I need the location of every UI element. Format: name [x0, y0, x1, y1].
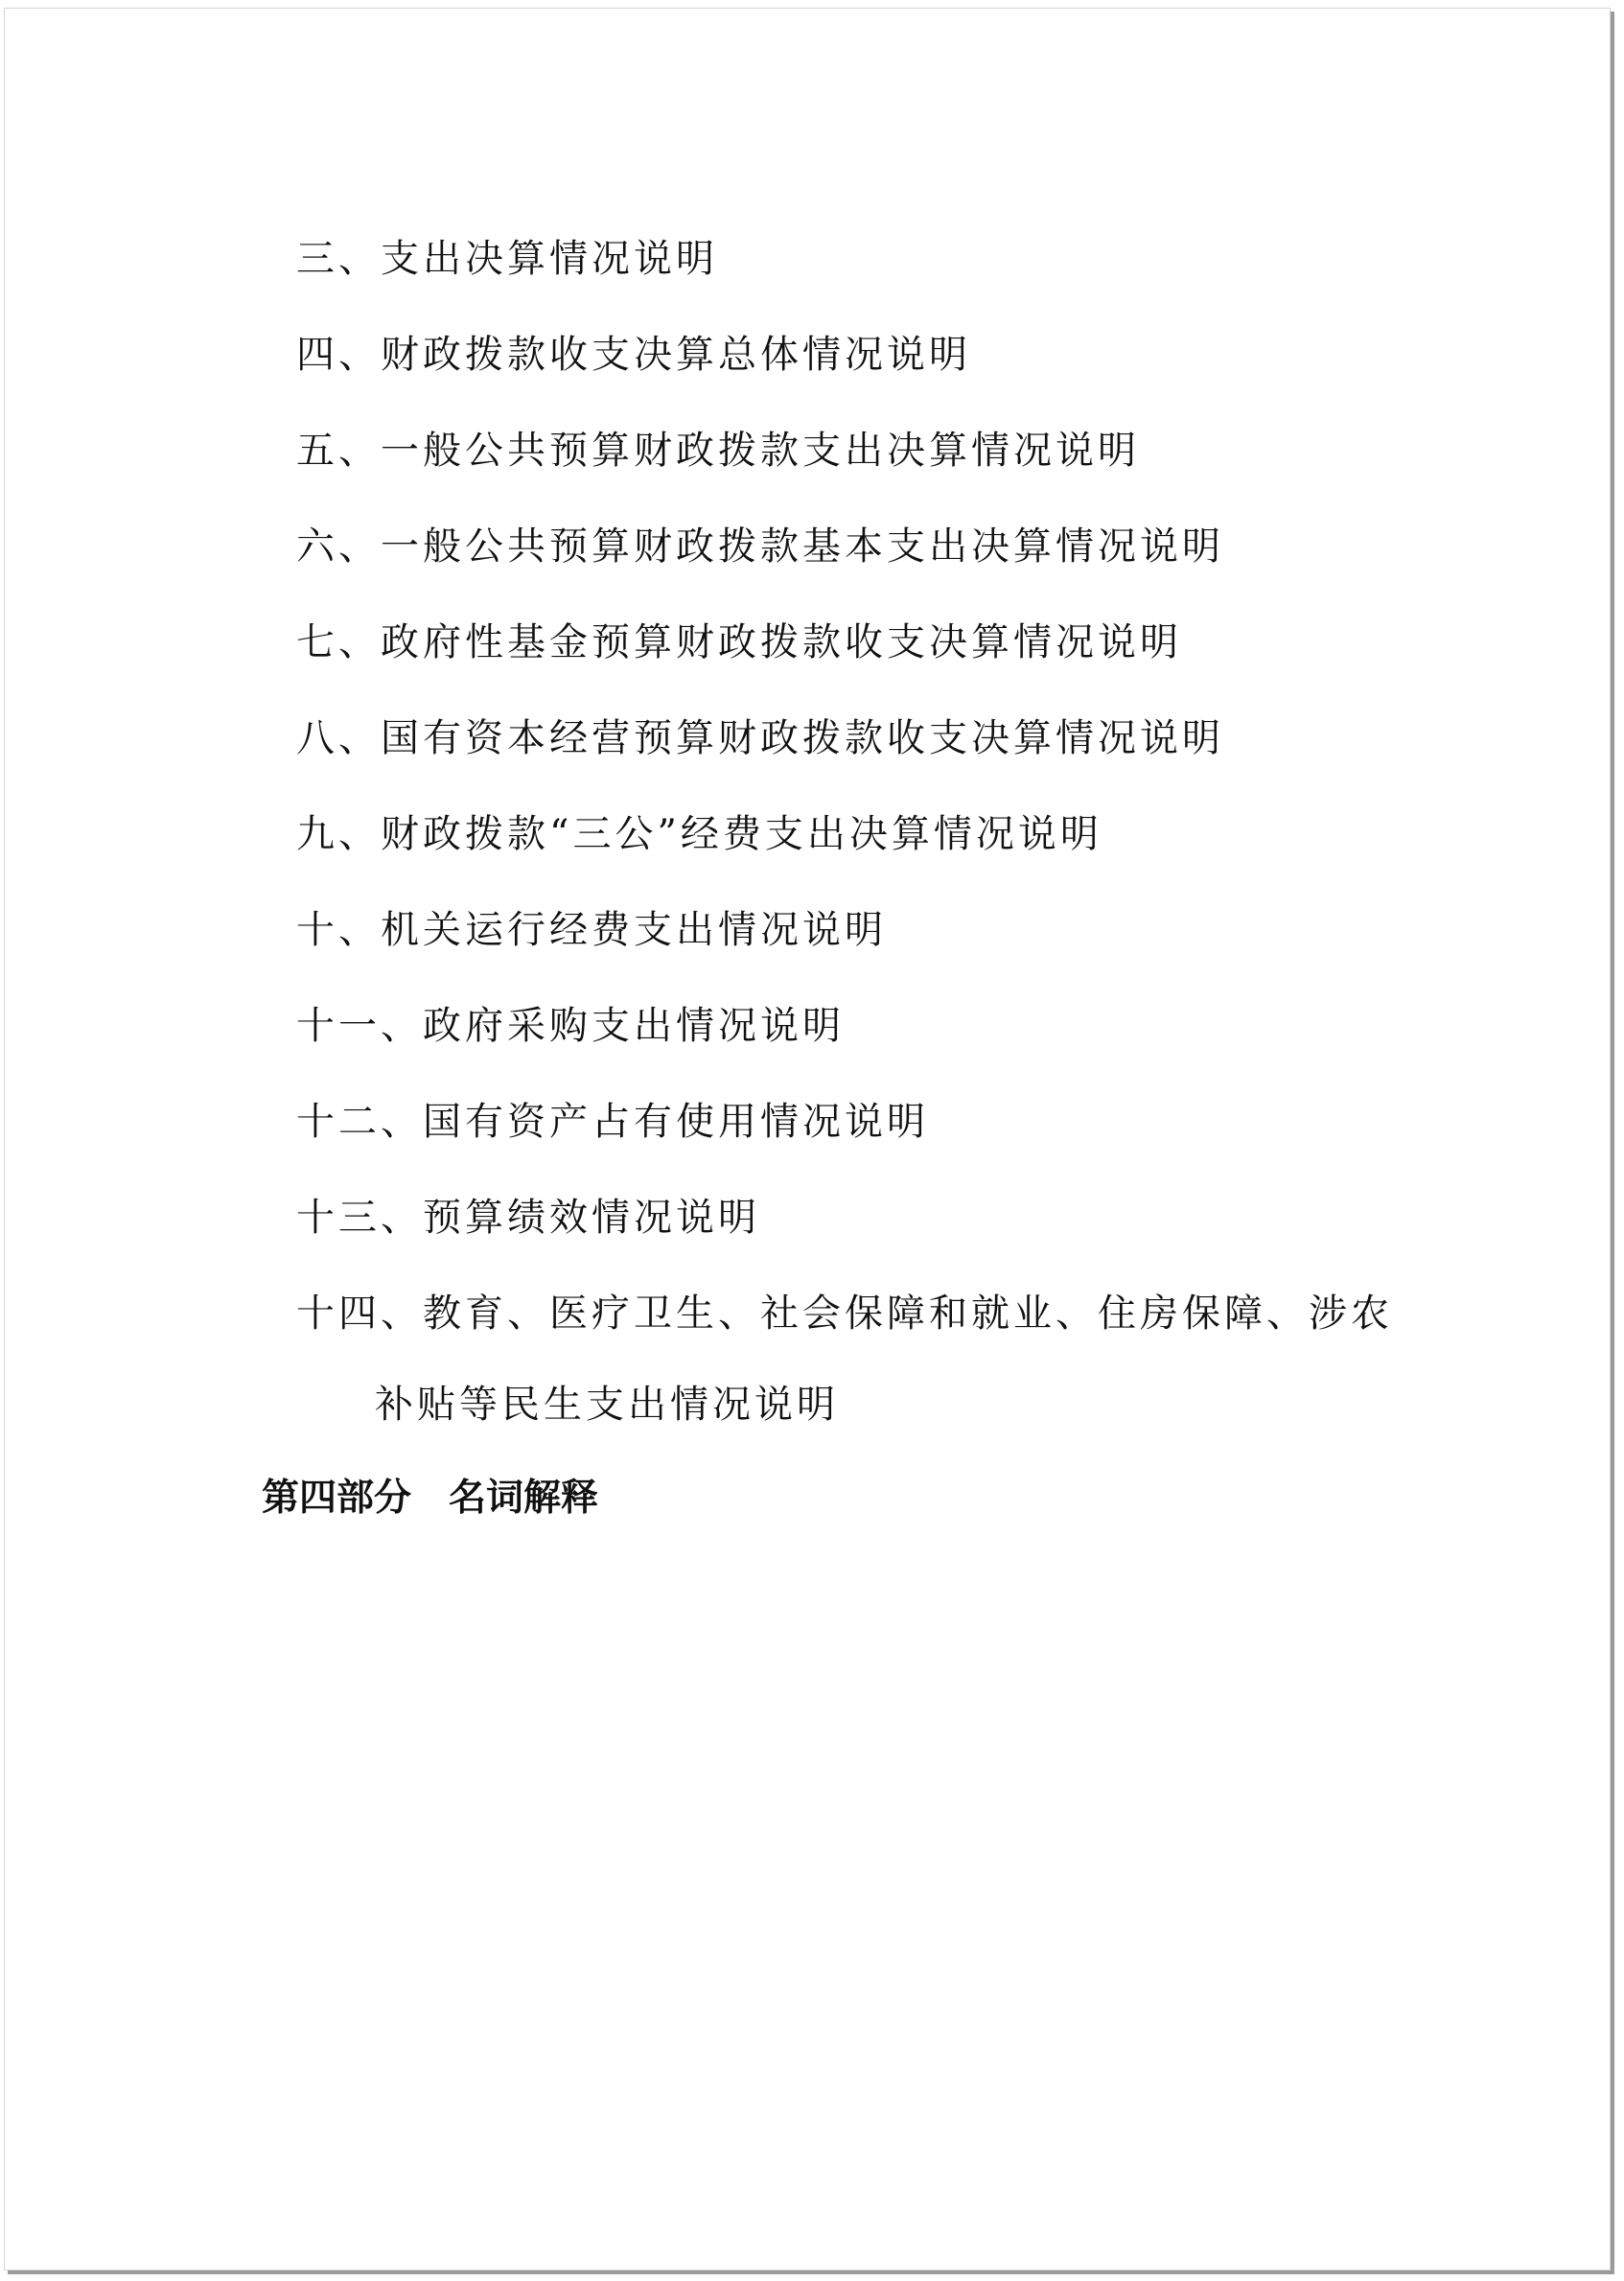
toc-item: 七、政府性基金预算财政拨款收支决算情况说明 — [296, 620, 1182, 664]
toc-item: 十四、教育、医疗卫生、社会保障和就业、住房保障、涉农 — [296, 1292, 1393, 1336]
toc-item: 十二、国有资产占有使用情况说明 — [296, 1100, 929, 1144]
toc-item: 十三、预算绩效情况说明 — [296, 1196, 760, 1240]
toc-item: 十一、政府采购支出情况说明 — [296, 1004, 845, 1048]
toc-item: 六、一般公共预算财政拨款基本支出决算情况说明 — [296, 524, 1224, 569]
section-heading: 第四部分 名词解释 — [262, 1477, 599, 1520]
toc-item: 九、财政拨款“三公”经费支出决算情况说明 — [296, 812, 1102, 856]
toc-item: 三、支出决算情况说明 — [296, 237, 718, 281]
toc-item: 八、国有资本经营预算财政拨款收支决算情况说明 — [296, 716, 1224, 760]
toc-item: 十、机关运行经费支出情况说明 — [296, 908, 887, 952]
toc-item: 五、一般公共预算财政拨款支出决算情况说明 — [296, 429, 1140, 473]
document-page — [4, 8, 1611, 2270]
toc-item: 四、财政拨款收支决算总体情况说明 — [296, 333, 971, 377]
toc-item-continuation: 补贴等民生支出情况说明 — [375, 1383, 839, 1427]
